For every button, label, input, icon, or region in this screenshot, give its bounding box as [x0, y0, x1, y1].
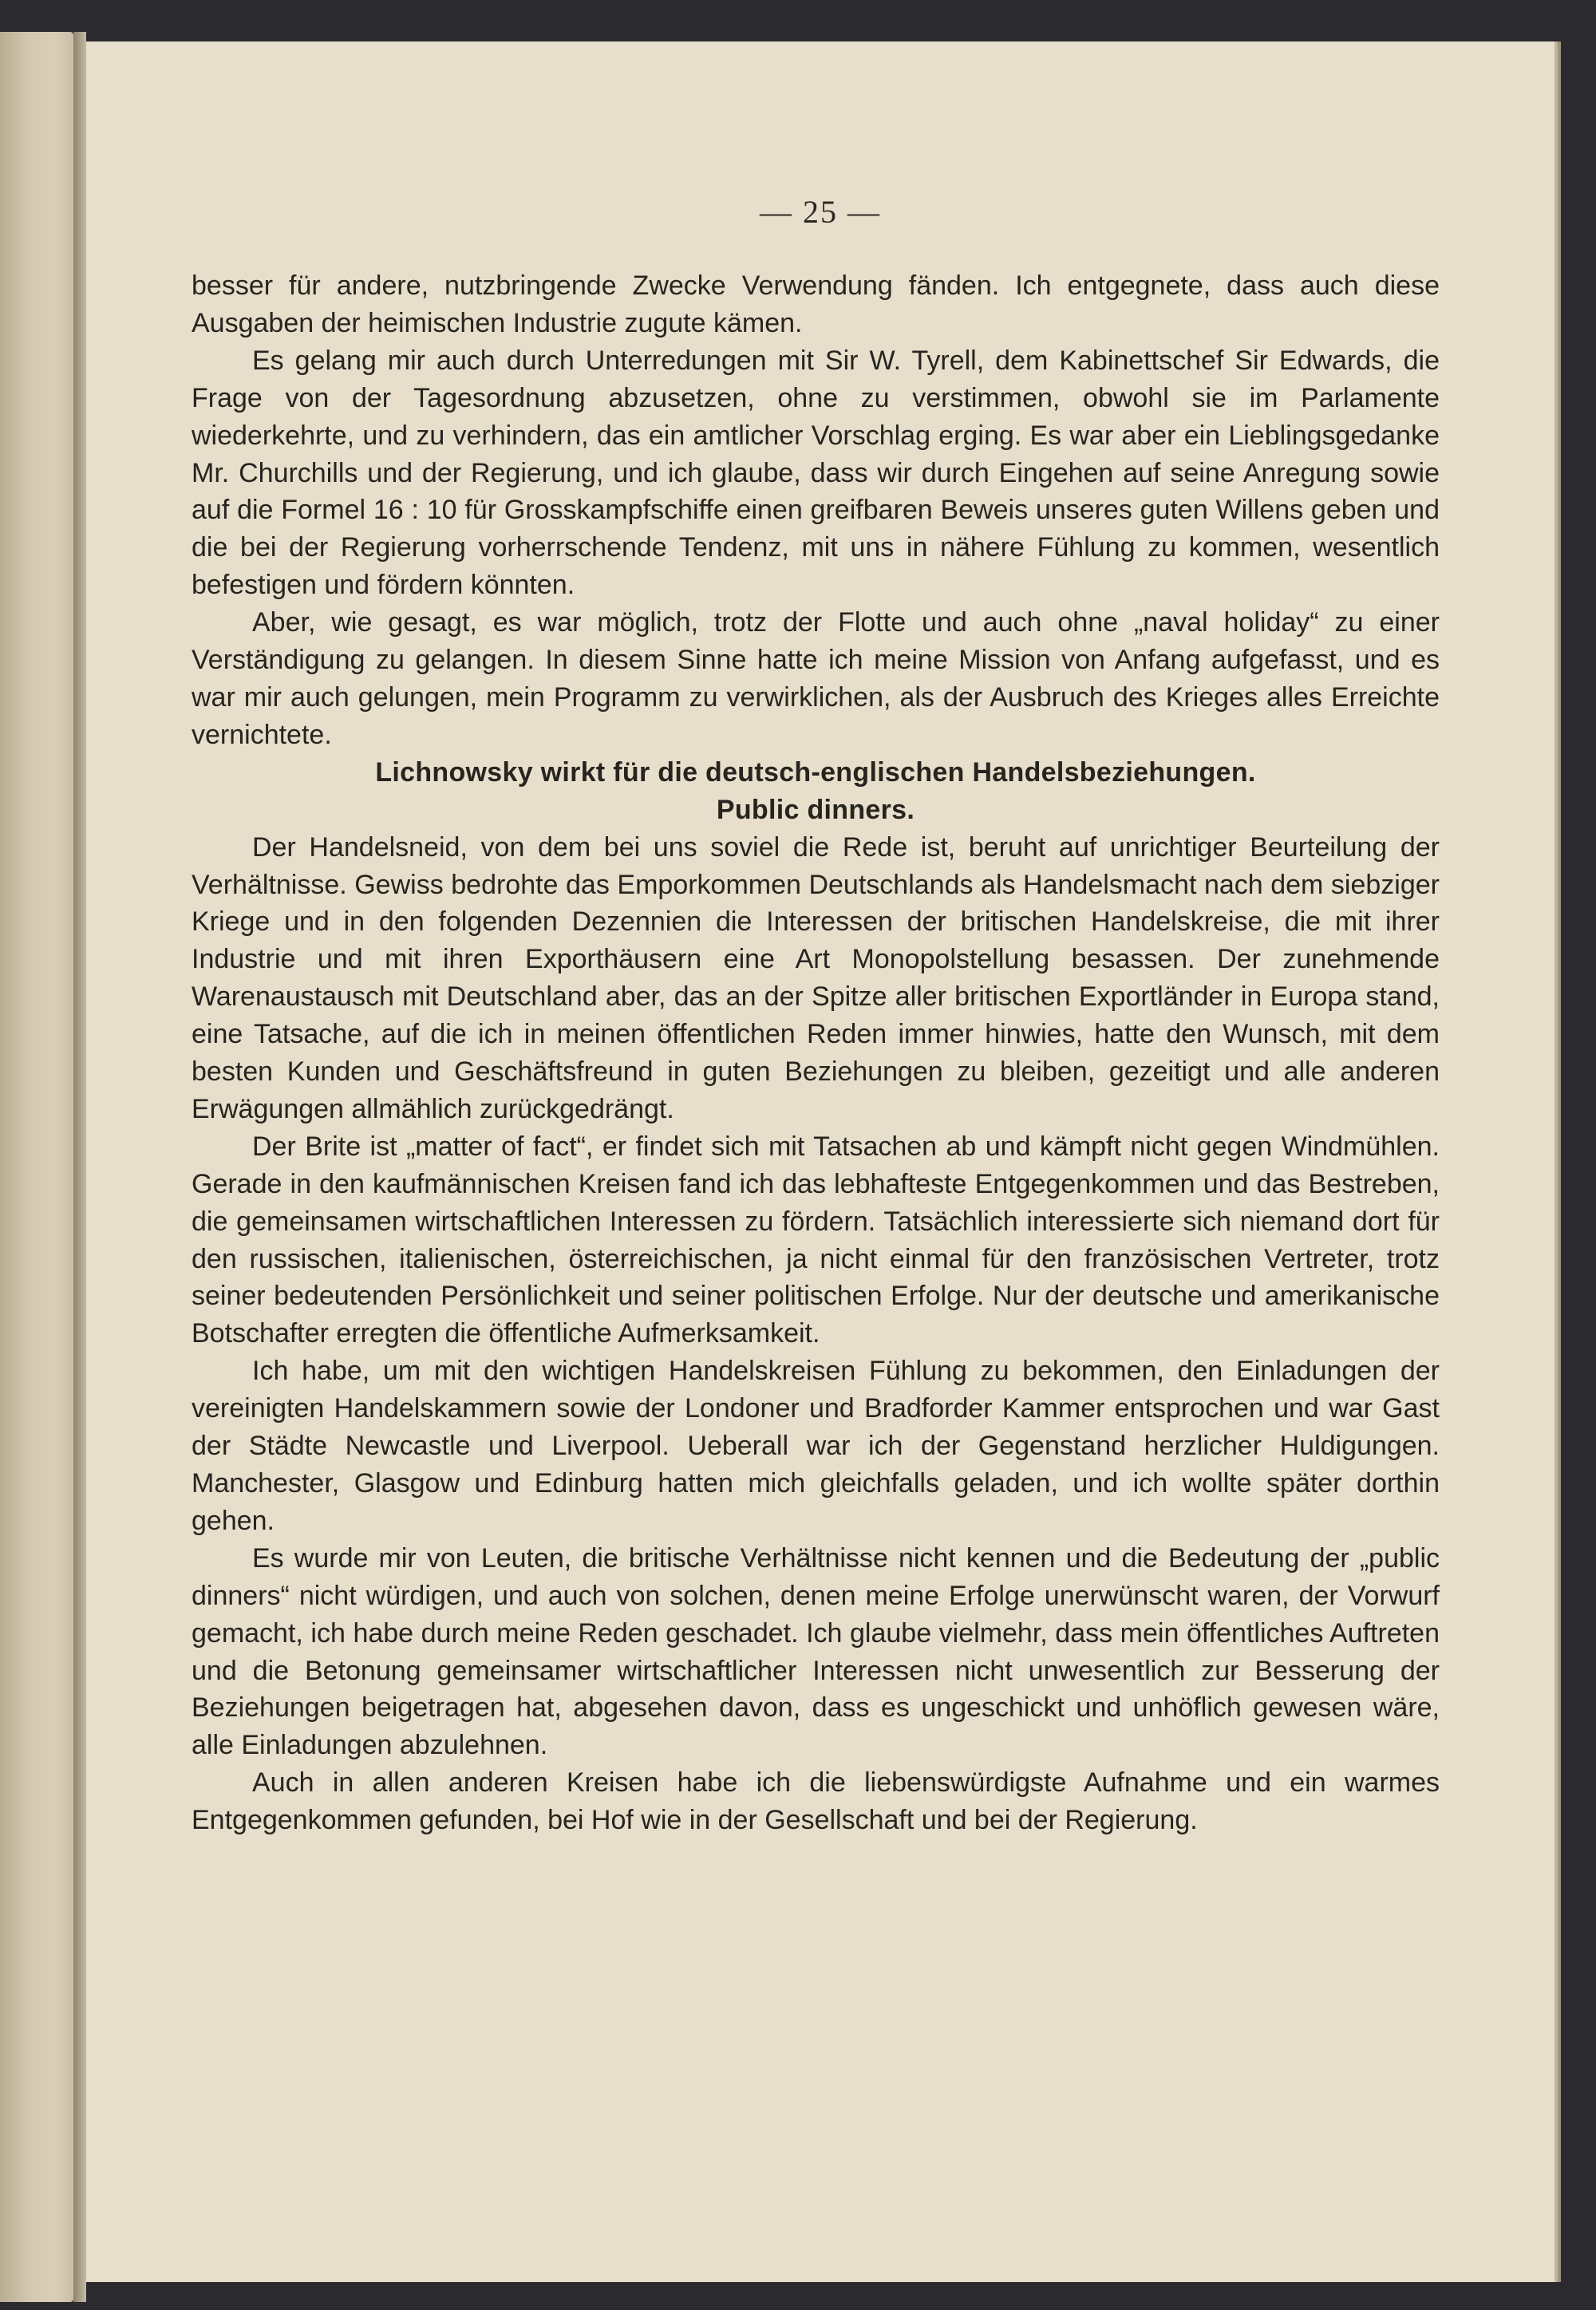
paragraph: besser für andere, nutzbringende Zwecke Verwendung fänden. Ich entgegnete, dass auch diese Ausgaben der heimischen Industrie zugute kämen. [192, 270, 1440, 338]
paragraph: Es wurde mir von Leuten, die britische Verhältnisse nicht kennen und die Bedeutung der „public dinners“ nicht würdigen, und auch von solchen, denen meine Erfolge unerwünscht waren, der Vorwurf gemacht, ich habe durch meine Reden geschadet. Ich glaube vielmehr, dass mein öffentliches Auftreten und die Betonung gemeinsamer wirtschaftlicher Interessen nicht unwesentlich zur Besserung der Beziehungen beigetragen hat, abgesehen davon, dass es ungeschickt und unhöflich gewesen wäre, alle Einladungen abzulehnen. [192, 1542, 1440, 1761]
paragraph: Der Brite ist „matter of fact“, er findet sich mit Tatsachen ab und kämpft nicht gegen Windmühlen. Gerade in den kaufmännischen Kreisen fand ich das lebhafteste Entgegenkommen und das Bestreben, die gemeinsamen wirtschaftlichen Interessen zu fördern. Tatsächlich interessierte sich niemand dort für den russischen, italienischen, österreichischen, ja nicht einmal für den französischen Vertreter, trotz seiner bedeutenden Persönlichkeit und seiner politischen Erfolge. Nur der deutsche und amerikanische Botschafter erregten die öffentliche Aufmerksamkeit. [192, 1131, 1440, 1349]
adjacent-page-edge [0, 32, 73, 2302]
paragraph: Aber, wie gesagt, es war möglich, trotz der Flotte und auch ohne „naval holiday“ zu einer Verständigung zu gelangen. In diesem Sinne hatte ich meine Mission von Anfang aufgefasst, und es war mir auch gelungen, mein Programm zu verwirklichen, als der Ausbruch des Krieges alles Erreichte vernichtete. [192, 607, 1440, 750]
paragraph: Es gelang mir auch durch Unterredungen mit Sir W. Tyrell, dem Kabinettschef Sir Edwards, die Frage von der Tagesordnung abzusetzen, ohne zu verstimmen, obwohl sie im Parlamente wiederkehrte, und zu verhindern, das ein amtlicher Vorschlag erging. Es war aber ein Lieblingsgedanke Mr. Churchills und der Regierung, und ich glaube, dass wir durch Eingehen auf seine Anregung sowie auf die Formel 16 : 10 für Grosskampfschiffe einen greifbaren Beweis unseres guten Willens geben und die bei der Regierung vorherrschende Tendenz, mit uns in nähere Fühlung zu kommen, wesentlich befestigen und fördern könnten. [192, 345, 1440, 601]
paragraph: Auch in allen anderen Kreisen habe ich die liebenswürdigste Aufnahme und ein warmes Entgegenkommen gefunden, bei Hof wie in der Gesellschaft und bei der Regierung. [192, 1767, 1440, 1836]
paragraph: Ich habe, um mit den wichtigen Handelskreisen Fühlung zu bekommen, den Einladungen der vereinigten Handelskammern sowie der Londoner und Bradforder Kammer entsprochen und war Gast der Städte Newcastle und Liverpool. Ueberall war ich der Gegenstand herzlicher Huldigungen. Manchester, Glasgow und Edinburg hatten mich gleichfalls geladen, und ich wollte später dorthin gehen. [192, 1356, 1440, 1536]
paragraph: Der Handelsneid, von dem bei uns soviel die Rede ist, beruht auf unrichtiger Beurteilung der Verhältnisse. Gewiss bedrohte das Emporkommen Deutschlands als Handelsmacht nach dem siebziger Kriege und in den folgenden Dezennien die Interessen der britischen Handelskreise, die mit ihrer Industrie und mit ihren Exporthäusern eine Art Monopolstellung besassen. Der zunehmende Warenaustausch mit Deutschland aber, das an der Spitze aller britischen Exportländer in Europa stand, eine Tatsache, auf die ich in meinen öffentlichen Reden immer hinwies, hatte den Wunsch, mit dem besten Kunden und Geschäftsfreund in guten Beziehungen zu bleiben, gezeitigt und alle anderen Erwägungen allmählich zurückgedrängt. [192, 831, 1440, 1124]
document-page [86, 41, 1555, 2282]
section-subheading: Public dinners. [716, 794, 915, 825]
book-gutter [73, 32, 86, 2302]
page-number: — 25 — [760, 194, 881, 230]
body-text [192, 267, 1440, 1839]
section-heading: Lichnowsky wirkt für die deutsch-englischen Handelsbeziehungen. [375, 756, 1256, 788]
